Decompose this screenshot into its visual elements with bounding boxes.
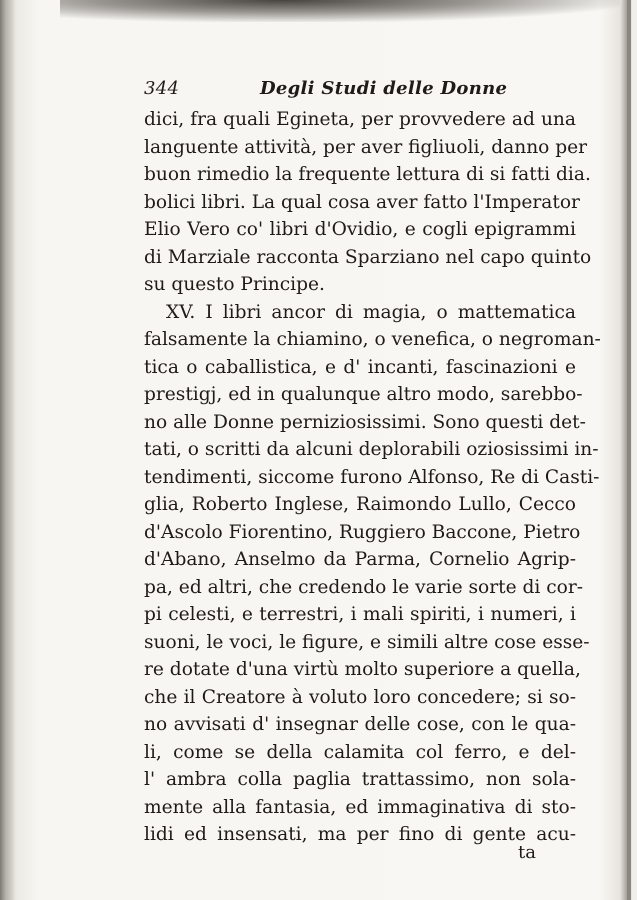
text-line: suoni, le voci, le figure, e simili altre cose esse-	[144, 631, 590, 653]
catchword: ta	[518, 842, 536, 863]
text-line: tendimenti, siccome furono Alfonso, Re di Casti-	[144, 466, 600, 488]
text-line: falsamente la chiamino, o venefica, o negroman-	[144, 329, 601, 350]
text-line: glia, Roberto Inglese, Raimondo Lullo, Cecco	[144, 494, 576, 515]
text-line: di Marziale racconta Sparziano nel capo quinto	[144, 246, 592, 268]
text-line: l' ambra colla paglia trattassimo, non sola-	[144, 769, 576, 790]
text-line: no avvisati d' insegnar delle cose, con le qua-	[144, 714, 576, 735]
text-line: d'Ascolo Fiorentino, Ruggiero Baccone, Pietro	[144, 521, 581, 543]
text-line: pi celesti, e terrestri, i mali spiriti, i numeri, i	[144, 604, 576, 625]
text-line: tati, o scritti da alcuni deplorabili oziosissimi in-	[144, 439, 599, 460]
body-text	[144, 106, 601, 849]
text-line: prestigj, ed in qualunque altro modo, sarebbo-	[144, 384, 583, 405]
text-line: tica o caballistica, e d' incanti, fascinazioni e	[144, 356, 576, 378]
text-line: no alle Donne perniziosissimi. Sono questi det-	[144, 411, 586, 433]
text-line: languente attività, per aver figliuoli, danno per	[144, 136, 588, 158]
text-line: bolici libri. La qual cosa aver fatto l'Imperator	[144, 191, 580, 213]
page-header	[144, 78, 574, 104]
text-line: dici, fra quali Egineta, per provvedere ad una	[144, 109, 576, 130]
section-heading-line: XV. I libri ancor di magia, o mattematica	[166, 301, 576, 323]
text-line: mente alla fantasia, ed immaginativa di sto-	[144, 796, 576, 818]
text-line: buon rimedio la frequente lettura di si fatti dia.	[144, 164, 591, 185]
text-line: d'Abano, Anselmo da Parma, Cornelio Agrip-	[144, 549, 576, 570]
page-number: 344	[144, 78, 180, 99]
text-line: re dotate d'una virtù molto superiore a quella,	[144, 659, 581, 680]
top-edge-shadow	[60, 0, 620, 22]
text-line: su questo Principe.	[144, 274, 325, 295]
text-line: Elio Vero co' libri d'Ovidio, e cogli epigrammi	[144, 219, 576, 240]
running-title: Degli Studi delle Donne	[260, 78, 508, 99]
text-line: che il Creatore à voluto loro concedere; si so-	[144, 686, 576, 708]
page-gutter-shadow	[0, 0, 16, 900]
right-page-edge	[627, 0, 631, 900]
text-line: li, come se della calamita col ferro, e del-	[144, 741, 576, 763]
text-line: lidi ed insensati, ma per fino di gente acu-	[144, 824, 576, 845]
text-line: pa, ed altri, che credendo le varie sorte di cor-	[144, 576, 584, 598]
